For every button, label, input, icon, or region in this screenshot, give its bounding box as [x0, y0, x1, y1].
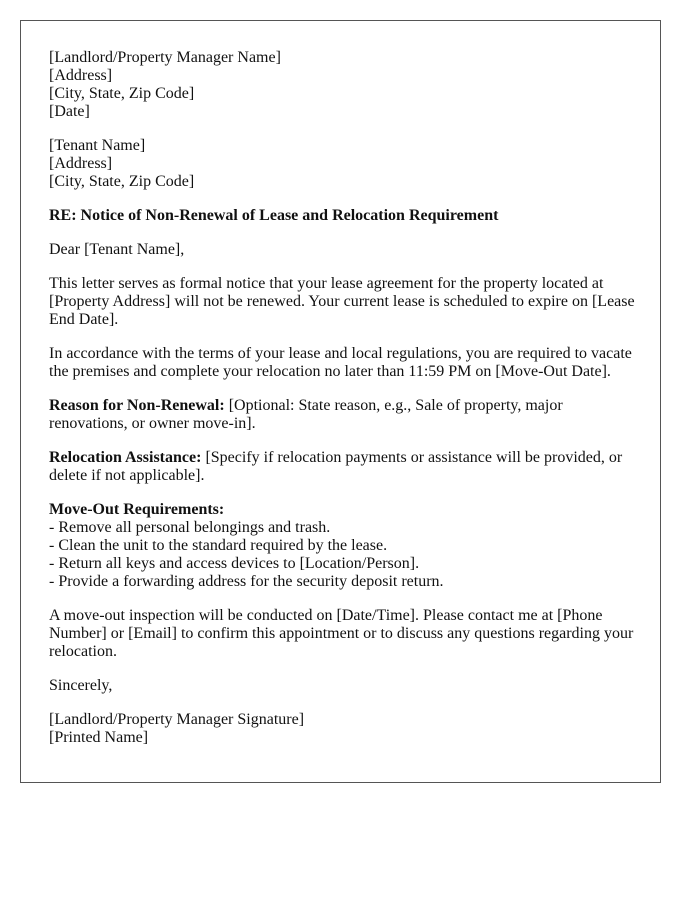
recipient-address: [Address] — [49, 155, 113, 172]
assistance-section — [49, 449, 639, 485]
reason-text: [Optional: State reason, e.g., Sale of property, major renovations, or owner move-in]. — [49, 397, 563, 432]
letter-page — [20, 20, 661, 783]
paragraph-vacate: In accordance with the terms of your lease and local regulations, you are required to vacate the premises and complete your relocation no later than 11:59 PM on [Move-Out Date]. — [49, 345, 632, 380]
reason-section — [49, 397, 639, 433]
printed-name: [Printed Name] — [49, 729, 149, 746]
list-item: - Remove all personal belongings and trash. — [49, 519, 331, 536]
closing: Sincerely, — [49, 677, 113, 694]
assistance-label: Relocation Assistance: — [49, 449, 202, 466]
salutation: Dear [Tenant Name], — [49, 241, 185, 258]
signature: [Landlord/Property Manager Signature] — [49, 711, 305, 728]
list-item: - Provide a forwarding address for the security deposit return. — [49, 573, 444, 590]
list-item: - Clean the unit to the standard required by the lease. — [49, 537, 388, 554]
recipient-city: [City, State, Zip Code] — [49, 173, 195, 190]
subject-line: RE: Notice of Non-Renewal of Lease and Relocation Requirement — [49, 207, 499, 224]
paragraph-notice: This letter serves as formal notice that your lease agreement for the property located at [Property Address] will not be renewed. Your current lease is scheduled to expire on [Lease End Date]. — [49, 275, 635, 328]
assistance-text: [Specify if relocation payments or assistance will be provided, or delete if not applicable]. — [49, 449, 623, 484]
sender-name: [Landlord/Property Manager Name] — [49, 49, 281, 66]
letter-content — [49, 49, 639, 747]
recipient-name: [Tenant Name] — [49, 137, 146, 154]
list-item: - Return all keys and access devices to [Location/Person]. — [49, 555, 420, 572]
letter-date: [Date] — [49, 103, 90, 120]
requirements-label: Move-Out Requirements: — [49, 501, 225, 518]
sender-address: [Address] — [49, 67, 113, 84]
recipient-block — [49, 137, 639, 191]
sender-city: [City, State, Zip Code] — [49, 85, 195, 102]
paragraph-inspection: A move-out inspection will be conducted on [Date/Time]. Please contact me at [Phone Number] or [Email] to confirm this appointment or to discuss any questions regarding your relocation. — [49, 607, 634, 660]
requirements-section — [49, 501, 639, 591]
sender-block — [49, 49, 639, 121]
reason-label: Reason for Non-Renewal: — [49, 397, 225, 414]
signature-block — [49, 711, 639, 747]
